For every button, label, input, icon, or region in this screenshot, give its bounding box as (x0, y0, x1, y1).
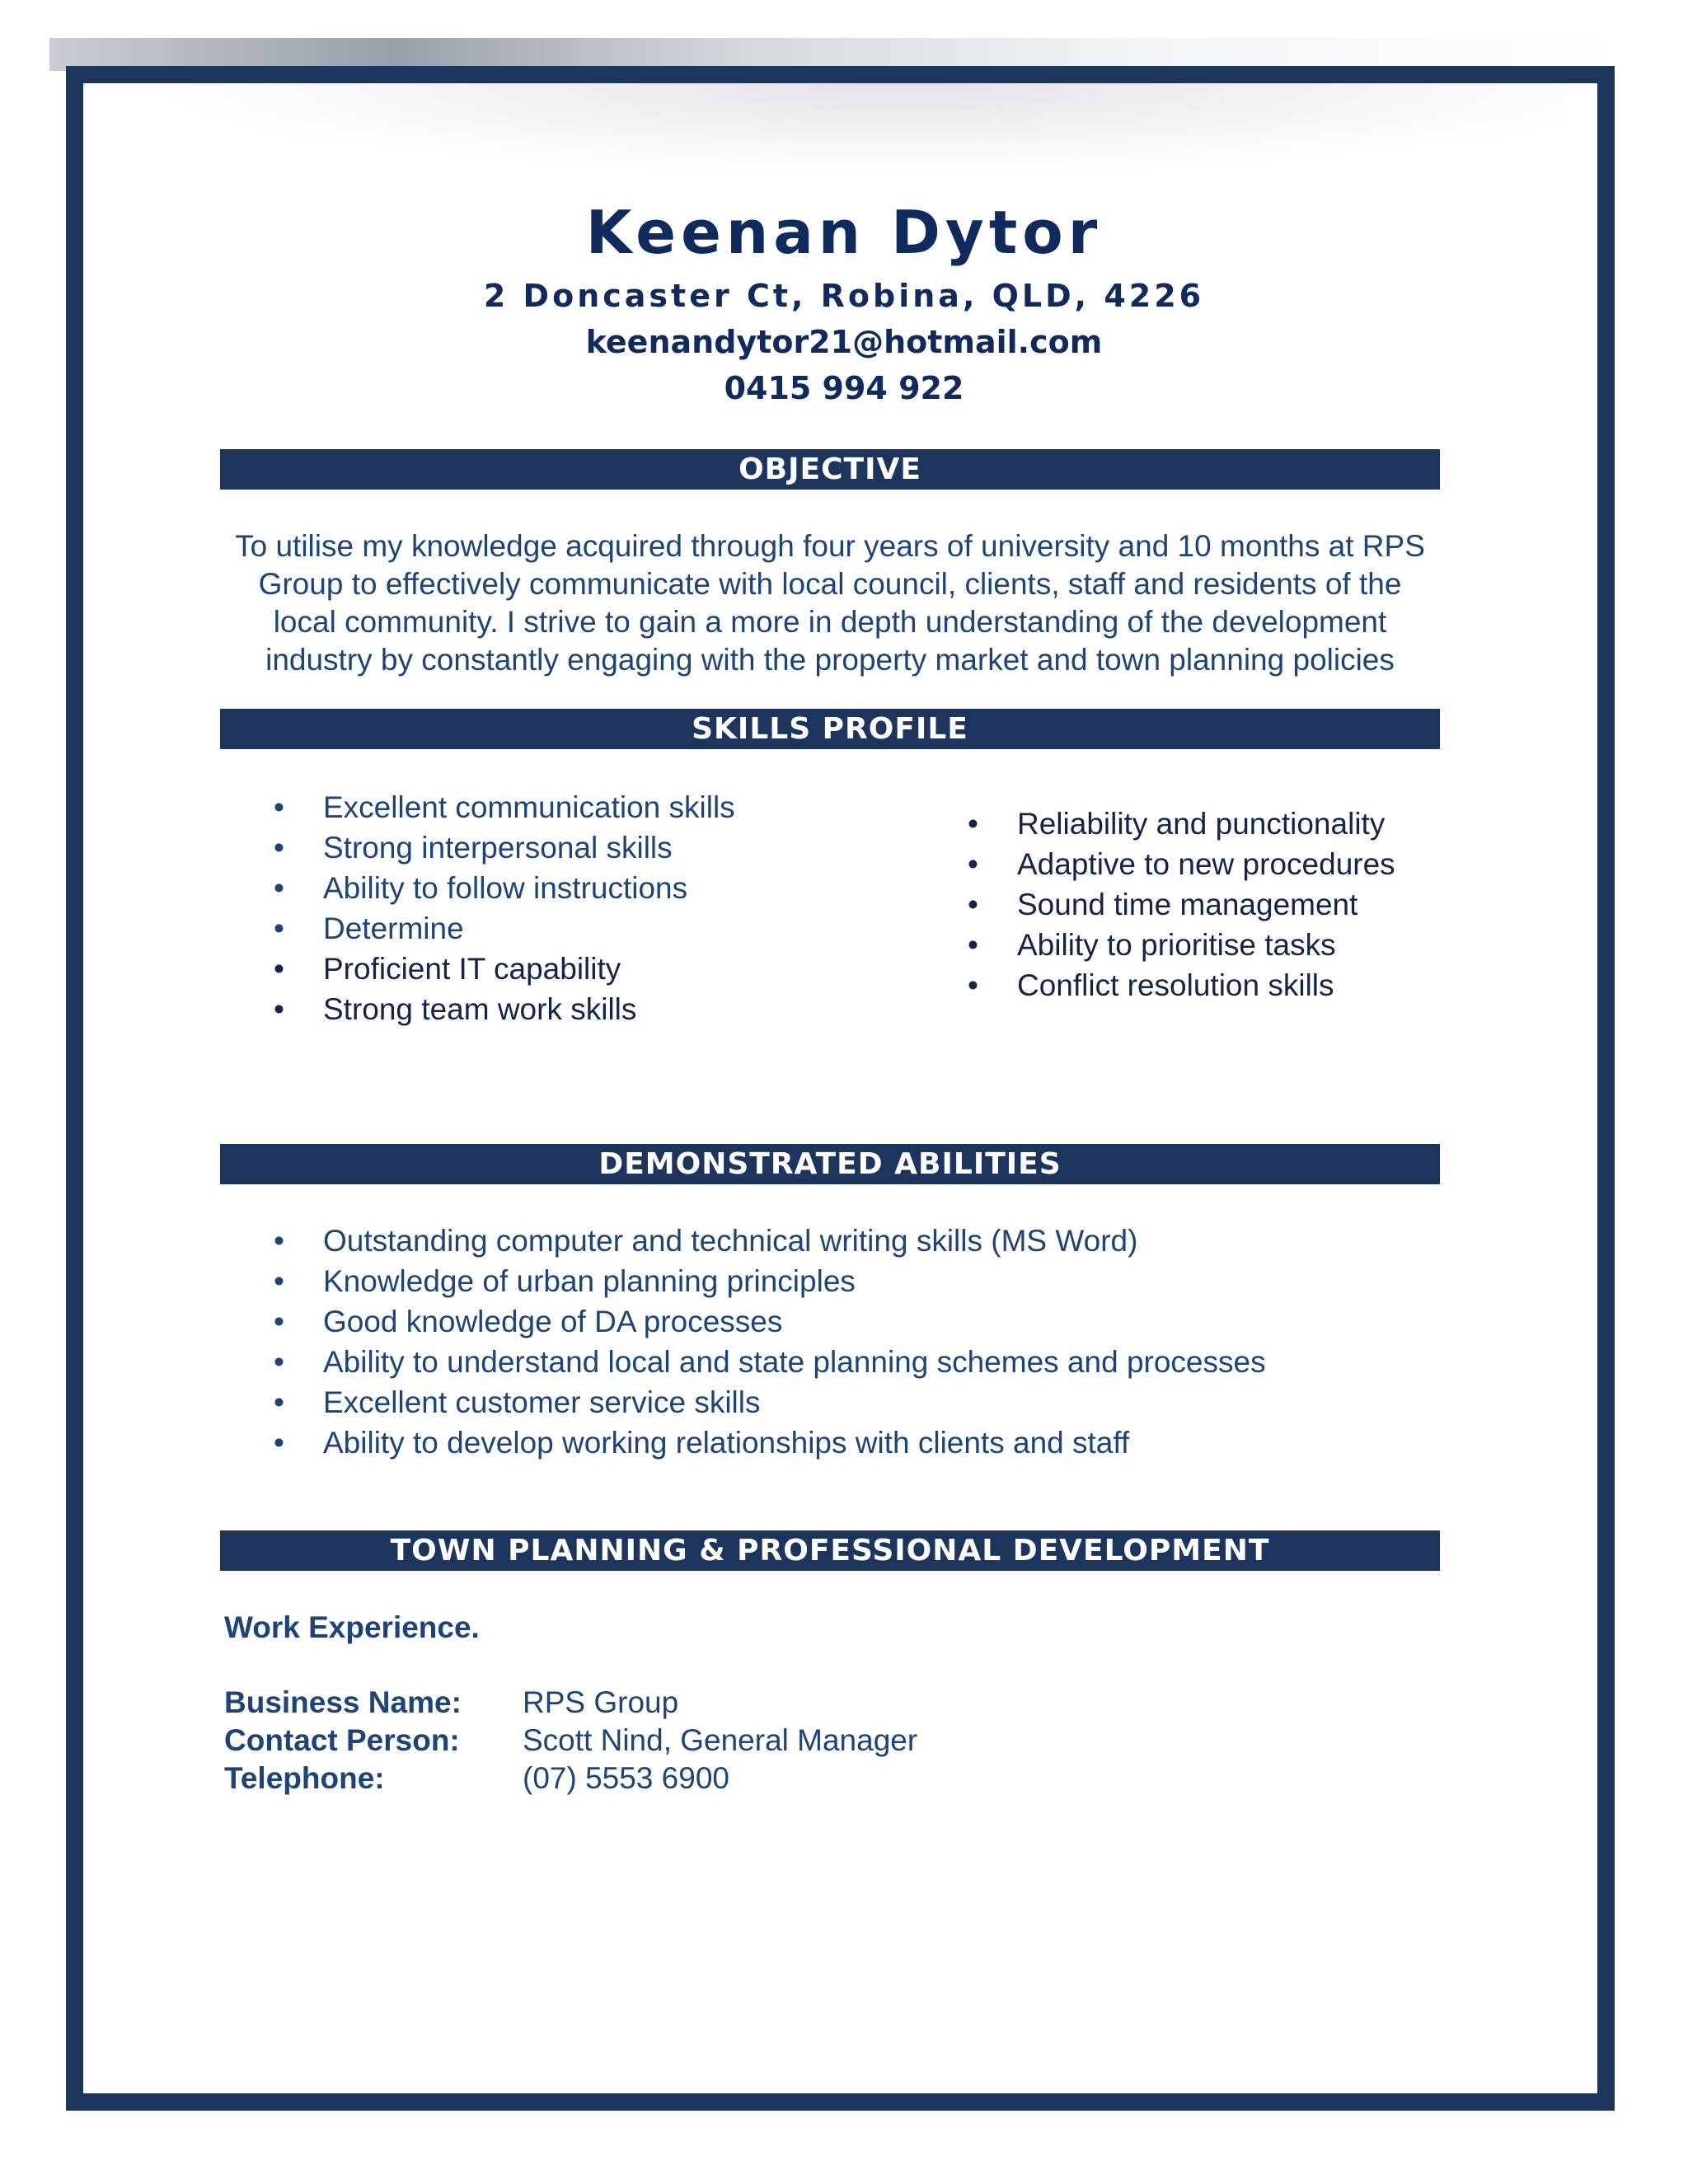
skills-list-right (968, 804, 1395, 1005)
ability-item: • Ability to understand local and state planning schemes and processes (274, 1342, 1266, 1382)
skill-item: • Conflict resolution skills (968, 965, 1395, 1005)
skills-list-left (274, 787, 735, 1029)
business-row (224, 1684, 917, 1722)
work-experience-details (224, 1684, 917, 1797)
ability-item: • Excellent customer service skills (274, 1382, 1266, 1422)
contact-label: Contact Person: (224, 1723, 460, 1757)
abilities-list (274, 1221, 1266, 1463)
objective-line: industry by constantly engaging with the property market and town planning policies (265, 643, 1395, 677)
telephone-row (224, 1760, 917, 1797)
applicant-email: keenandytor21@hotmail.com (585, 324, 1103, 360)
skill-item: • Determine (274, 908, 735, 949)
work-experience-title: Work Experience. (224, 1610, 480, 1644)
development-heading: TOWN PLANNING & PROFESSIONAL DEVELOPMENT (220, 1530, 1440, 1571)
applicant-phone: 0415 994 922 (724, 370, 964, 406)
objective-line: To utilise my knowledge acquired through four years of university and 10 months at RPS (235, 529, 1425, 563)
objective-line: Group to effectively communicate with local council, clients, staff and residents of the (258, 567, 1402, 601)
ability-item: • Ability to develop working relationships with clients and staff (274, 1422, 1266, 1463)
objective-heading: OBJECTIVE (220, 449, 1440, 490)
applicant-name: Keenan Dytor (585, 198, 1103, 267)
business-label: Business Name: (224, 1685, 462, 1719)
telephone-value: (07) 5553 6900 (523, 1761, 729, 1795)
skill-item: • Reliability and punctionality (968, 804, 1395, 844)
ability-item: • Knowledge of urban planning principles (274, 1261, 1266, 1301)
skill-item: • Adaptive to new procedures (968, 844, 1395, 884)
objective-line: local community. I strive to gain a more in depth understanding of the development (273, 605, 1387, 639)
ability-item: • Good knowledge of DA processes (274, 1301, 1266, 1342)
business-value: RPS Group (523, 1685, 679, 1719)
skill-item: • Excellent communication skills (274, 787, 735, 827)
applicant-address: 2 Doncaster Ct, Robina, QLD, 4226 (483, 278, 1205, 314)
abilities-heading: DEMONSTRATED ABILITIES (220, 1144, 1440, 1184)
skill-item: • Ability to follow instructions (274, 868, 735, 908)
skill-item: • Proficient IT capability (274, 949, 735, 989)
contact-value: Scott Nind, General Manager (523, 1723, 918, 1757)
skill-item: • Strong interpersonal skills (274, 827, 735, 868)
skills-heading: SKILLS PROFILE (220, 709, 1440, 749)
contact-row (224, 1722, 917, 1760)
telephone-label: Telephone: (224, 1761, 385, 1795)
skill-item: • Strong team work skills (274, 989, 735, 1029)
skill-item: • Ability to prioritise tasks (968, 925, 1395, 965)
ability-item: • Outstanding computer and technical writing skills (MS Word) (274, 1221, 1266, 1261)
objective-text (220, 527, 1440, 679)
skill-item: • Sound time management (968, 884, 1395, 925)
